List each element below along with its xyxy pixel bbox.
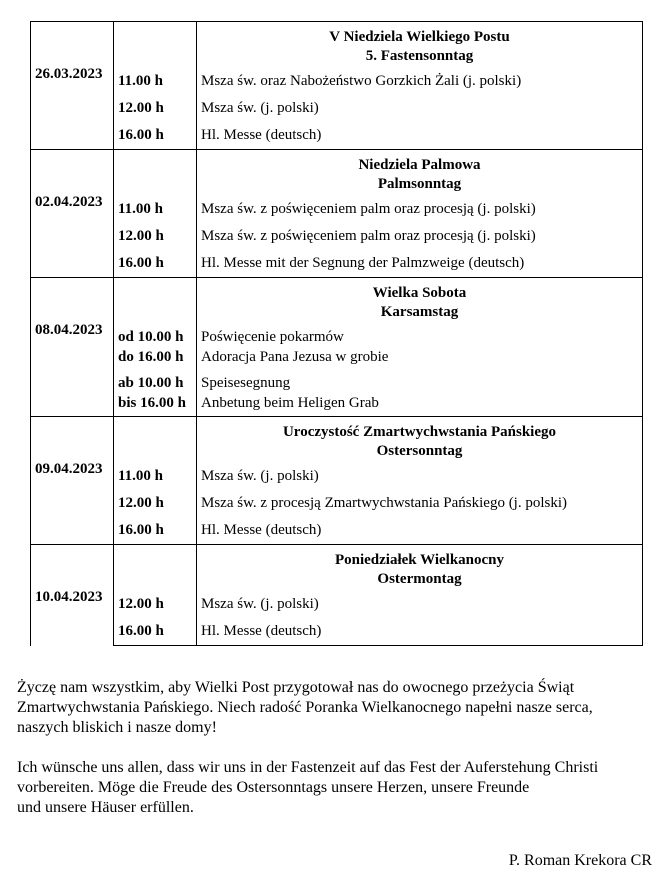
service-time-range — [114, 370, 197, 417]
mass-time: 11.00 h — [114, 68, 197, 95]
schedule-date: 10.04.2023 — [31, 545, 114, 646]
day-title-de: Palmsonntag — [377, 176, 462, 192]
mass-time: 12.00 h — [114, 591, 197, 618]
schedule-row-title — [31, 150, 643, 197]
mass-description: Msza św. z poświęceniem palm oraz procesją (j. polski) — [197, 223, 643, 250]
day-title-de: Ostersonntag — [376, 443, 463, 459]
day-title-de: Ostermontag — [377, 571, 462, 587]
service-description — [197, 324, 643, 370]
service-row — [31, 324, 643, 370]
schedule-row-title — [31, 417, 643, 464]
day-title — [197, 417, 643, 464]
mass-time: 16.00 h — [114, 517, 197, 545]
mass-row — [31, 517, 643, 545]
mass-time: 12.00 h — [114, 223, 197, 250]
mass-description: Msza św. (j. polski) — [197, 95, 643, 122]
mass-row — [31, 490, 643, 517]
mass-time: 11.00 h — [114, 196, 197, 223]
mass-row — [31, 591, 643, 618]
mass-row — [31, 250, 643, 278]
mass-time: 16.00 h — [114, 618, 197, 646]
day-title-pl: Niedziela Palmowa — [358, 157, 481, 173]
schedule-row-title — [31, 278, 643, 325]
service-time-to: do 16.00 h — [118, 349, 184, 365]
wishes-line: Ich wünsche uns allen, dass wir uns in der Fastenzeit auf das Fest der Auferstehung Christi — [17, 759, 599, 776]
wishes-line: naszych bliskich i nasze domy! — [17, 719, 217, 736]
signature: P. Roman Krekora CR — [508, 852, 652, 869]
service-description — [197, 370, 643, 417]
mass-time: 12.00 h — [114, 95, 197, 122]
mass-row — [31, 95, 643, 122]
mass-row — [31, 196, 643, 223]
mass-schedule-table — [30, 21, 643, 646]
day-title — [197, 545, 643, 592]
mass-row — [31, 463, 643, 490]
mass-row — [31, 122, 643, 150]
day-title — [197, 150, 643, 197]
mass-description: Hl. Messe (deutsch) — [197, 517, 643, 545]
day-title-pl: V Niedziela Wielkiego Postu — [329, 29, 510, 45]
day-title-pl: Poniedziałek Wielkanocny — [334, 552, 505, 568]
wishes-line: Zmartwychwstania Pańskiego. Niech radość Poranka Wielkanocnego napełni nasze serca, — [17, 699, 593, 716]
schedule-row-title — [31, 22, 643, 69]
mass-description: Msza św. oraz Nabożeństwo Gorzkich Żali (j. polski) — [197, 68, 643, 95]
wishes-line: vorbereiten. Möge die Freude des Ostersonntags unsere Herzen, unsere Freunde — [17, 779, 530, 796]
service-description-line: Speisesegnung — [201, 375, 291, 391]
mass-description: Hl. Messe (deutsch) — [197, 618, 643, 646]
service-time-to: bis 16.00 h — [118, 395, 186, 411]
day-title — [197, 278, 643, 325]
mass-time: 12.00 h — [114, 490, 197, 517]
mass-description: Hl. Messe (deutsch) — [197, 122, 643, 150]
day-title-de: 5. Fastensonntag — [365, 48, 474, 64]
service-time-range — [114, 324, 197, 370]
mass-description: Msza św. (j. polski) — [197, 463, 643, 490]
mass-row — [31, 68, 643, 95]
mass-time: 16.00 h — [114, 122, 197, 150]
wishes-german — [17, 758, 667, 818]
service-time-from: od 10.00 h — [118, 329, 184, 345]
schedule-date: 26.03.2023 — [31, 22, 114, 150]
mass-description: Msza św. z procesją Zmartwychwstania Pańskiego (j. polski) — [197, 490, 643, 517]
mass-description: Msza św. z poświęceniem palm oraz procesją (j. polski) — [197, 196, 643, 223]
wishes-line: und unsere Häuser erfüllen. — [17, 799, 194, 816]
mass-row — [31, 223, 643, 250]
wishes-polish — [17, 678, 667, 738]
wishes-line: Życzę nam wszystkim, aby Wielki Post przygotował nas do owocnego przeżycia Świąt — [17, 679, 575, 696]
service-description-line: Anbetung beim Heligen Grab — [201, 395, 379, 411]
day-title-de: Karsamstag — [380, 304, 459, 320]
mass-description: Msza św. (j. polski) — [197, 591, 643, 618]
service-time-from: ab 10.00 h — [118, 375, 184, 391]
day-title-pl: Wielka Sobota — [372, 285, 467, 301]
schedule-row-title — [31, 545, 643, 592]
day-title — [197, 22, 643, 69]
service-description-line: Adoracja Pana Jezusa w grobie — [201, 349, 389, 365]
mass-time: 11.00 h — [114, 463, 197, 490]
service-description-line: Poświęcenie pokarmów — [201, 329, 344, 345]
mass-description: Hl. Messe mit der Segnung der Palmzweige (deutsch) — [197, 250, 643, 278]
service-row — [31, 370, 643, 417]
mass-time: 16.00 h — [114, 250, 197, 278]
schedule-date: 08.04.2023 — [31, 278, 114, 417]
day-title-pl: Uroczystość Zmartwychwstania Pańskiego — [282, 424, 557, 440]
schedule-date: 02.04.2023 — [31, 150, 114, 278]
schedule-date: 09.04.2023 — [31, 417, 114, 545]
mass-row — [31, 618, 643, 646]
